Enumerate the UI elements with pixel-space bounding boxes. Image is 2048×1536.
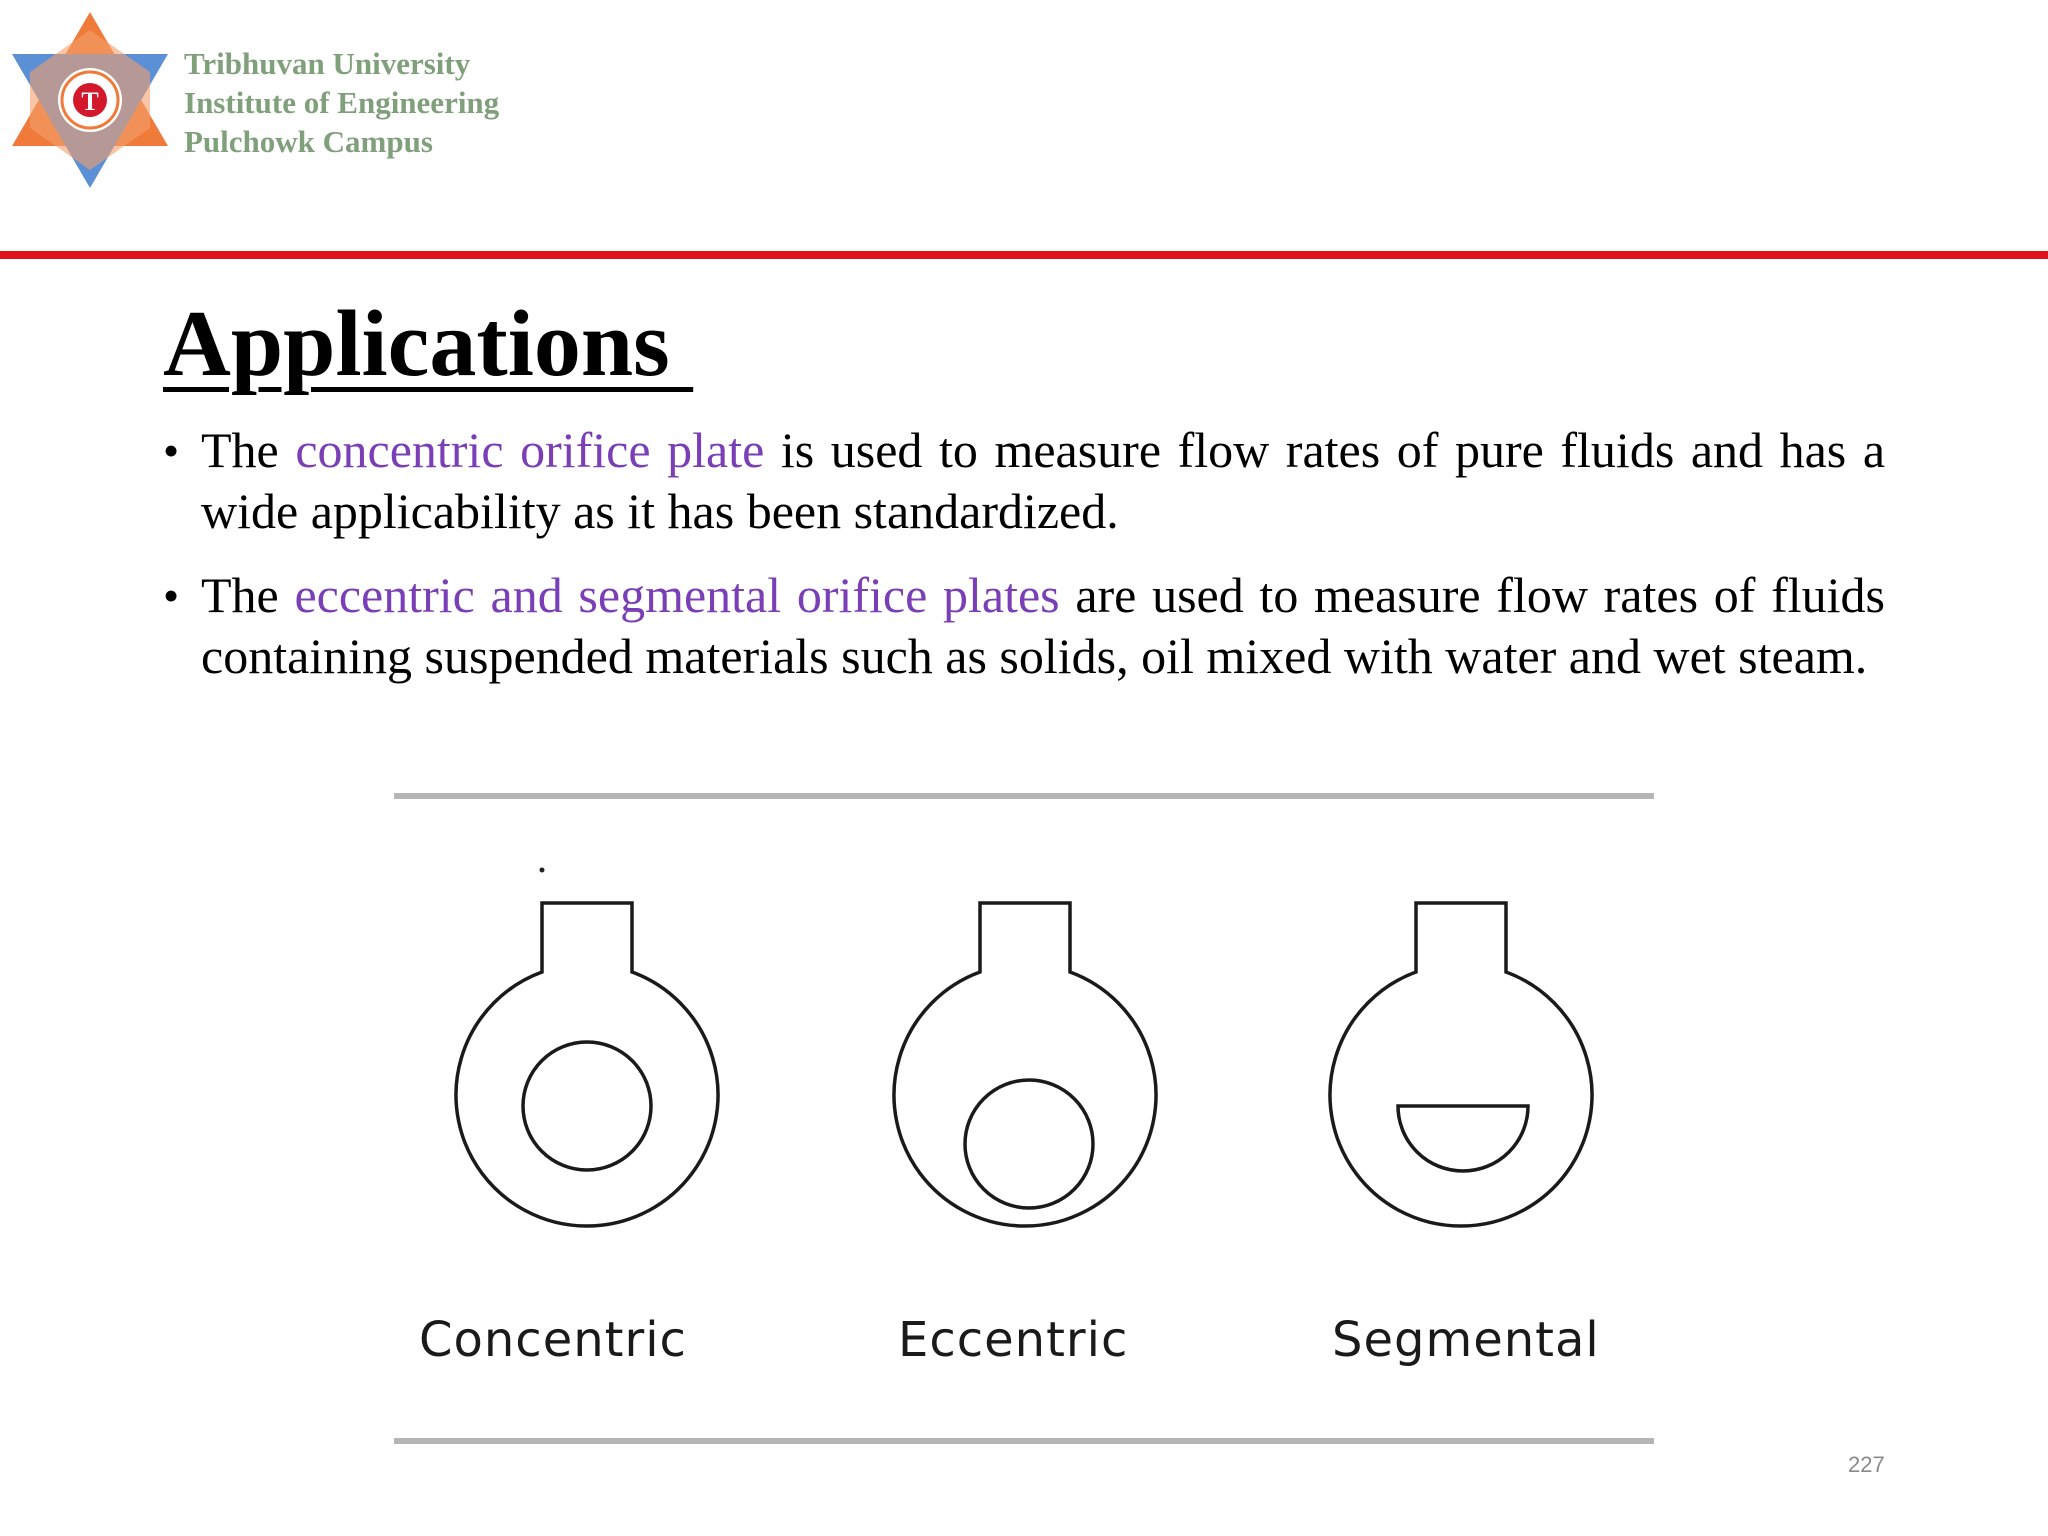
concentric-label: Concentric [419, 1312, 687, 1368]
eccentric-label: Eccentric [898, 1312, 1129, 1368]
bullet-icon: • [163, 570, 180, 621]
bullet-icon: • [163, 425, 180, 476]
bullet-item [163, 565, 1885, 687]
segmental-plate-diagram [1330, 903, 1592, 1226]
bullet-highlight: concentric orifice plate [295, 422, 765, 478]
concentric-plate-diagram [456, 903, 718, 1226]
institute-name: Institute of Engineering [184, 85, 500, 120]
institution-name [184, 44, 499, 161]
bullet-item [163, 420, 1885, 542]
bullet-highlight: eccentric and segmental orifice plates [294, 567, 1060, 623]
segmental-label: Segmental [1332, 1312, 1600, 1368]
eccentric-plate-diagram [894, 903, 1156, 1226]
university-name: Tribhuvan University [184, 46, 471, 81]
bullet-text-pre: The [201, 422, 296, 478]
figure-bottom-rule [394, 1438, 1654, 1444]
campus-name: Pulchowk Campus [184, 124, 433, 159]
slide-title: Applications [163, 292, 694, 396]
bullet-text-pre: The [201, 567, 295, 623]
bullet-list [163, 420, 1885, 710]
header-divider [0, 251, 2048, 259]
bullet-text-post: is used to measure flow rates of pure fluids and has a wide applicability as it has been standardized. [201, 422, 1886, 539]
logo-letter: T [81, 87, 99, 116]
bullet-text-post: are used to measure flow rates of fluids containing suspended materials such as solids, oil mixed with water and wet steam. [201, 567, 1885, 684]
page-number: 227 [1848, 1452, 1885, 1477]
university-logo [10, 10, 170, 190]
figure-top-rule [394, 793, 1654, 799]
orifice-plates-figure [394, 788, 1654, 1448]
